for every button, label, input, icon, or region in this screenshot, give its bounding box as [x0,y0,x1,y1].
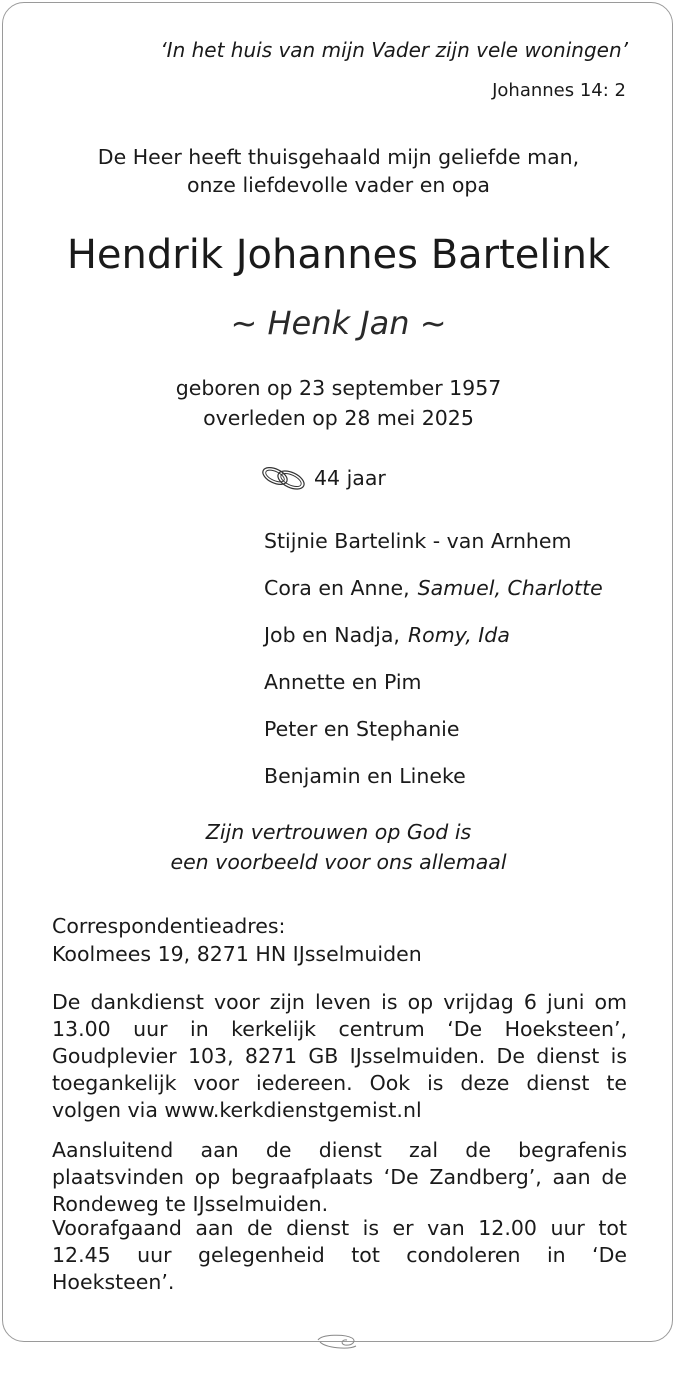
service-paragraph: De dankdienst voor zijn leven is op vrijdag 6 juni om 13.00 uur in kerkelijk centrum ‘De Hoeksteen’, Goudplevier 103, 8271 GB IJsselmuiden. De dienst is toegankelijk voor iedereen. Ook is deze dienst te volgen via www.kerkdienstgemist.nl [52,990,627,1122]
condolence-paragraph: Voorafgaand aan de dienst is er van 12.00 uur tot 12.45 uur gelegenheid tot condoleren in ‘De Hoeksteen’. [52,1216,627,1294]
family-row [264,714,603,761]
bottom-ornament [0,1326,677,1356]
birth-date: geboren op 23 september 1957 [175,376,502,400]
correspondence-street: Koolmees 19, 8271 HN IJsselmuiden [52,942,422,966]
intro-text [0,143,677,199]
family-names: Job en Nadja, [264,623,400,647]
family-row [264,620,603,667]
motto [0,817,677,877]
family-list [264,526,603,808]
family-names: Benjamin en Lineke [264,764,466,788]
deceased-name: Hendrik Johannes Bartelink [66,232,611,278]
correspondence-label: Correspondentieadres: [52,914,286,938]
intro-line-2: onze liefdevolle vader en opa [187,173,490,197]
family-names: Stijnie Bartelink - van Arnhem [264,529,572,553]
marriage-years: 44 jaar [314,466,386,490]
marriage-line [258,465,386,491]
family-names: Peter en Stephanie [264,717,460,741]
grandchildren-names: Samuel, Charlotte [417,576,603,600]
motto-line-2: een voorbeeld voor ons allemaal [170,850,507,874]
family-names: Cora en Anne, [264,576,410,600]
family-row [264,761,603,808]
intro-line-1: De Heer heeft thuisgehaald mijn geliefde man, [97,145,580,169]
family-row [264,573,603,620]
death-date: overleden op 28 mei 2025 [203,406,474,430]
bible-quote: ‘In het huis van mijn Vader zijn vele woningen’ [160,38,628,62]
correspondence-address [52,912,422,968]
life-dates [0,373,677,433]
bible-reference: Johannes 14: 2 [492,80,626,101]
grandchildren-names: Romy, Ida [407,623,510,647]
family-names: Annette en Pim [264,670,422,694]
family-row [264,526,603,573]
deceased-nickname: ~ Henk Jan ~ [230,304,447,342]
wedding-rings-icon [258,465,312,491]
motto-line-1: Zijn vertrouwen op God is [205,820,472,844]
family-row [264,667,603,714]
burial-paragraph: Aansluitend aan de dienst zal de begrafenis plaatsvinden op begraafplaats ‘De Zandberg’, aan de Rondeweg te IJsselmuiden. [52,1138,627,1216]
